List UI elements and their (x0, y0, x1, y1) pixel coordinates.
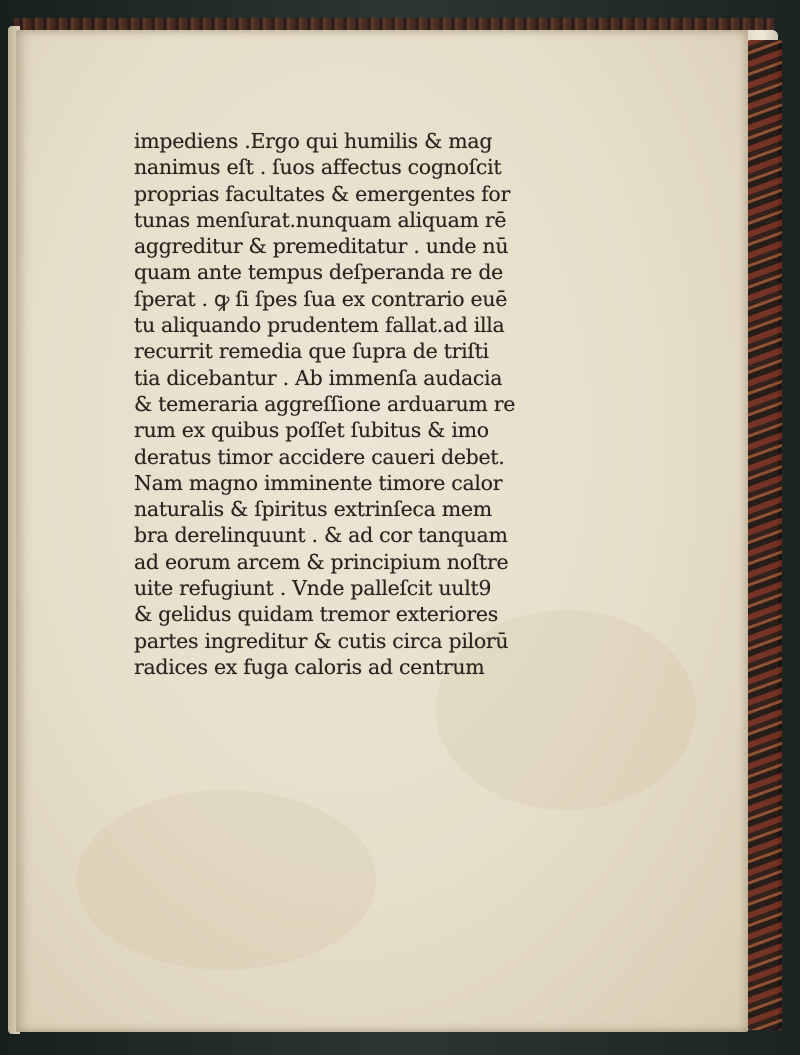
text-line: nanimus eſt . ſuos affectus cognoſcit (134, 155, 502, 180)
text-line: quam ante tempus deſperanda re de (134, 260, 503, 285)
text-line: partes ingreditur & cutis circa pilorū (134, 628, 509, 653)
text-line: radices ex fuga caloris ad centrum (134, 654, 485, 679)
text-line: rum ex quibus poſſet ſubitus & imo (134, 418, 489, 443)
marbled-page-edge (748, 40, 782, 1030)
text-line: Nam magno imminente timore calor (134, 470, 503, 495)
text-line: ad eorum arcem & principium noſtre (134, 549, 509, 574)
text-line: deratus timor accidere caueri debet. (134, 444, 505, 469)
text-line: recurrit remedia que ſupra de triſti (134, 339, 489, 364)
text-line: impediens .Ergo qui humilis & mag (134, 129, 493, 153)
text-line: & gelidus quidam tremor exteriores (134, 602, 498, 627)
text-line: proprias facultates & emergentes for (134, 181, 510, 206)
text-line: naturalis & ſpiritus extrinſeca mem (134, 497, 492, 522)
text-line: uite refugiunt . Vnde palleſcit uult9 (134, 576, 492, 601)
text-line: tia dicebantur . Ab immenſa audacia (134, 365, 503, 390)
text-line: aggreditur & premeditatur . unde nū (134, 234, 509, 259)
text-block (134, 128, 554, 680)
text-line: tunas menſurat.nunquam aliquam rē (134, 207, 507, 232)
text-line: bra derelinquunt . & ad cor tanquam (134, 523, 508, 548)
text-line: ſperat . ꝙ ſi ſpes ſua ex contrario euē (134, 286, 508, 311)
text-line: tu aliquando prudentem fallat.ad illa (134, 313, 505, 338)
text-line: & temeraria aggreſſione arduarum re (134, 391, 516, 416)
paper-stain (76, 790, 376, 970)
